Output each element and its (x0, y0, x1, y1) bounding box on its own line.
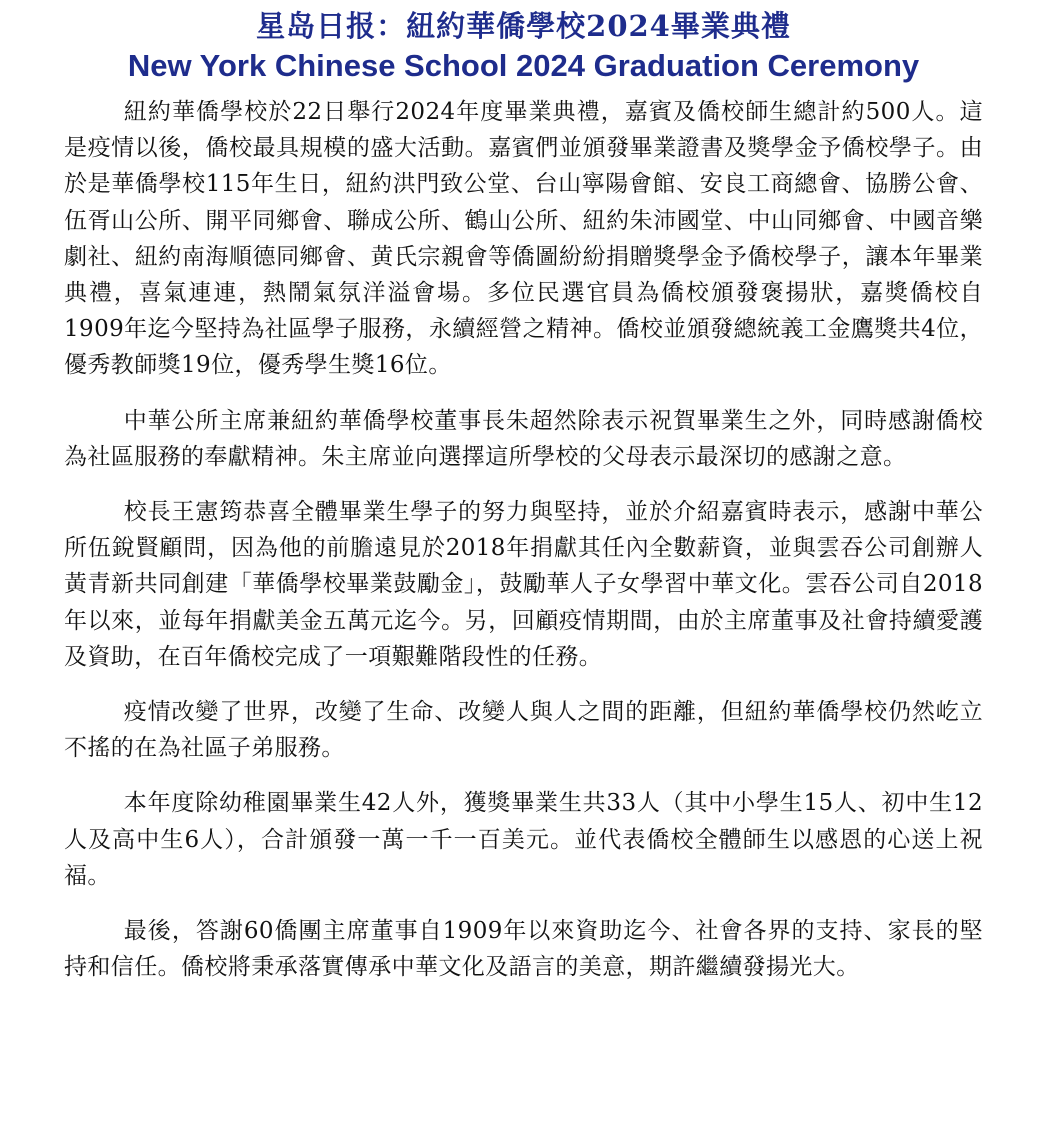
article-paragraph: 最後，答謝60僑團主席董事自1909年以來資助迄今、社會各界的支持、家長的堅持和信任。僑校將秉承落實傳承中華文化及語言的美意，期許繼續發揚光大。 (64, 918, 983, 981)
headline-english: New York Chinese School 2024 Graduation Ceremony (127, 48, 920, 83)
article-paragraph: 中華公所主席兼紐約華僑學校董事長朱超然除表示祝賀畢業生之外，同時感謝僑校為社區服務的奉獻精神。朱主席並向選擇這所學校的父母表示最深切的感謝之意。 (64, 407, 983, 470)
headline-chinese: 星岛日报：紐約華僑學校2024畢業典禮 (256, 9, 791, 43)
article-paragraph: 本年度除幼稚園畢業生42人外，獲獎畢業生共33人（其中小學生15人、初中生12人及高中生6人），合計頒發一萬一千一百美元。並代表僑校全體師生以感恩的心送上祝福。 (64, 790, 983, 889)
article-body (64, 94, 983, 985)
article-paragraph: 校長王憲筠恭喜全體畢業生學子的努力與堅持，並於介紹嘉賓時表示，感謝中華公所伍銳賢顧問，因為他的前膽遠見於2018年捐獻其任內全數薪資，並與雲吞公司創辦人黃青新共同創建「華僑學校畢業鼓勵金」，鼓勵華人子女學習中華文化。雲吞公司自2018年以來，並每年捐獻美金五萬元迄今。另，回顧疫情期間，由於主席董事及社會持續愛護及資助，在百年僑校完成了一項艱難階段性的任務。 (64, 499, 983, 670)
article-paragraph: 疫情改變了世界，改變了生命、改變人與人之間的距離，但紐約華僑學校仍然屹立不搖的在為社區子弟服務。 (64, 699, 983, 762)
article-paragraph: 紐約華僑學校於22日舉行2024年度畢業典禮，嘉賓及僑校師生總計約500人。這是疫情以後，僑校最具規模的盛大活動。嘉賓們並頒發畢業證書及獎學金予僑校學子。由於是華僑學校115年生日，紐約洪門致公堂、台山寧陽會館、安良工商總會、協勝公會、伍胥山公所、開平同鄉會、聯成公所、鶴山公所、紐約朱沛國堂、中山同鄉會、中國音樂劇社、紐約南海順德同鄉會、黄氏宗親會等僑圖紛紛捐贈獎學金予僑校學子，讓本年畢業典禮，喜氣連連，熱鬧氣氛洋溢會場。多位民選官員為僑校頒發褒揚狀，嘉獎僑校自1909年迄今堅持為社區學子服務，永續經營之精神。僑校並頒發總統義工金鷹獎共4位，優秀教師獎19位，優秀學生獎16位。 (64, 99, 983, 379)
